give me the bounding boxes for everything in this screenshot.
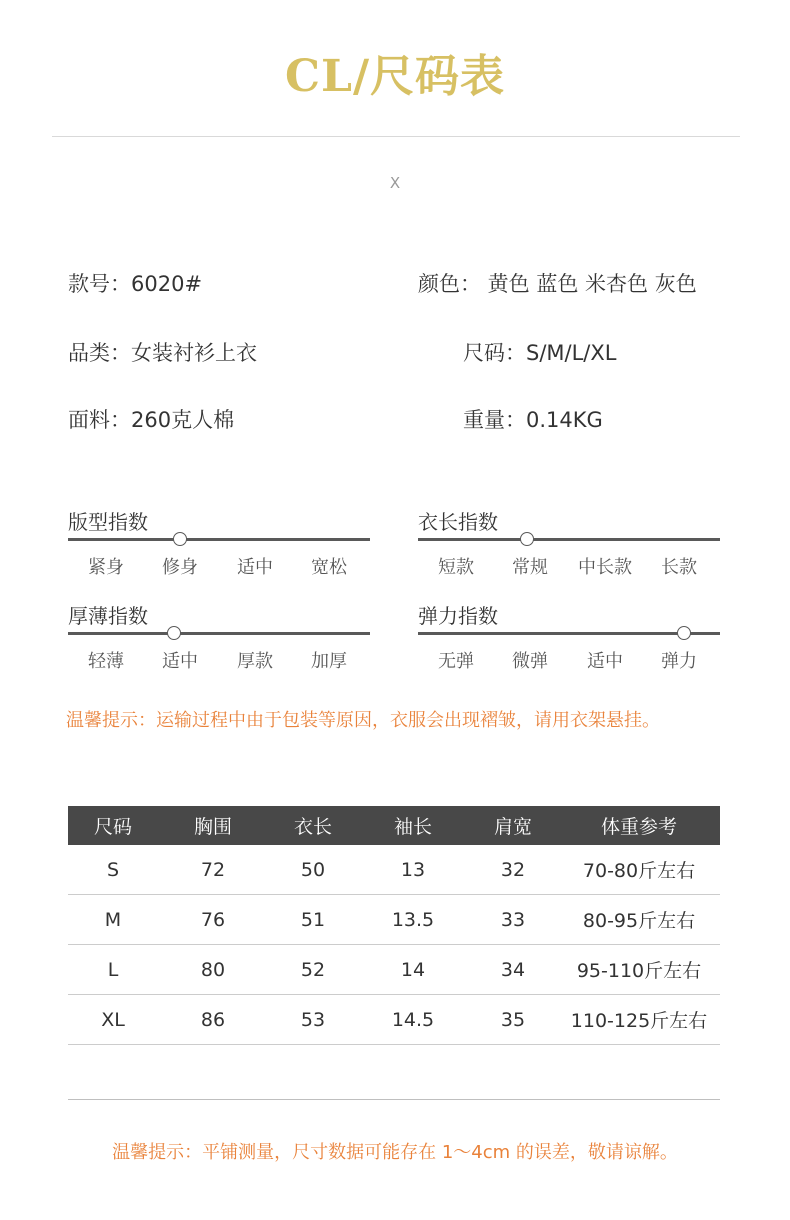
table-cell: S bbox=[68, 845, 158, 895]
table-header-row bbox=[68, 806, 720, 845]
table-header-cell: 体重参考 bbox=[558, 806, 720, 845]
index-level-label: 无弹 bbox=[438, 651, 474, 672]
color-options: 颜色： 黄色 蓝色 米杏色 灰色 bbox=[418, 272, 697, 296]
table-cell: 14 bbox=[358, 945, 468, 995]
category: 品类：女装衬衫上衣 bbox=[68, 341, 257, 365]
table-cell: 35 bbox=[468, 995, 558, 1045]
index-title: 衣长指数 bbox=[418, 510, 498, 534]
table-cell: 76 bbox=[158, 895, 268, 945]
index-slider-knob bbox=[167, 626, 181, 640]
index-slider-knob bbox=[173, 532, 187, 546]
table-row bbox=[68, 845, 720, 895]
table-cell: 80 bbox=[158, 945, 268, 995]
table-cell: M bbox=[68, 895, 158, 945]
index-level-label: 加厚 bbox=[311, 651, 347, 672]
table-row bbox=[68, 945, 720, 995]
table-header-cell: 肩宽 bbox=[468, 806, 558, 845]
table-cell: XL bbox=[68, 995, 158, 1045]
table-row bbox=[68, 895, 720, 945]
table-cell: 110-125斤左右 bbox=[558, 995, 720, 1045]
table-header-cell: 尺码 bbox=[68, 806, 158, 845]
table-cell: 13.5 bbox=[358, 895, 468, 945]
close-icon[interactable]: X bbox=[389, 174, 401, 192]
index-title: 厚薄指数 bbox=[68, 604, 148, 628]
index-level-label: 常规 bbox=[512, 557, 548, 578]
index-level-label: 修身 bbox=[162, 557, 198, 578]
shipping-tip: 温馨提示：运输过程中由于包装等原因，衣服会出现褶皱，请用衣架悬挂。 bbox=[66, 710, 660, 731]
table-body bbox=[68, 845, 720, 1045]
page-title: CL/尺码表 bbox=[284, 51, 506, 102]
index-level-label: 紧身 bbox=[88, 557, 124, 578]
index-level-label: 微弹 bbox=[512, 651, 548, 672]
index-slider-track bbox=[418, 632, 720, 635]
index-level-label: 适中 bbox=[587, 651, 623, 672]
table-cell: L bbox=[68, 945, 158, 995]
table-cell: 53 bbox=[268, 995, 358, 1045]
index-level-label: 适中 bbox=[162, 651, 198, 672]
table-cell: 50 bbox=[268, 845, 358, 895]
table-cell: 34 bbox=[468, 945, 558, 995]
table-cell: 33 bbox=[468, 895, 558, 945]
table-cell: 52 bbox=[268, 945, 358, 995]
measurement-tip: 温馨提示：平铺测量，尺寸数据可能存在 1～4cm 的误差，敬请谅解。 bbox=[112, 1142, 678, 1163]
index-level-label: 厚款 bbox=[237, 651, 273, 672]
table-row bbox=[68, 995, 720, 1045]
index-level-label: 轻薄 bbox=[88, 651, 124, 672]
index-level-label: 短款 bbox=[438, 557, 474, 578]
index-level-label: 弹力 bbox=[661, 651, 697, 672]
index-slider-knob bbox=[520, 532, 534, 546]
index-slider-track bbox=[68, 632, 370, 635]
index-slider-track bbox=[68, 538, 370, 541]
style-number: 款号：6020# bbox=[68, 272, 203, 296]
table-bottom-divider bbox=[68, 1099, 720, 1100]
title-divider bbox=[52, 136, 740, 137]
table-cell: 72 bbox=[158, 845, 268, 895]
table-cell: 51 bbox=[268, 895, 358, 945]
table-cell: 86 bbox=[158, 995, 268, 1045]
index-slider-knob bbox=[677, 626, 691, 640]
table-header-cell: 胸围 bbox=[158, 806, 268, 845]
index-title: 弹力指数 bbox=[418, 604, 498, 628]
index-level-label: 中长款 bbox=[578, 557, 632, 578]
table-header-cell: 袖长 bbox=[358, 806, 468, 845]
table-cell: 13 bbox=[358, 845, 468, 895]
index-title: 版型指数 bbox=[68, 510, 148, 534]
fabric: 面料：260克人棉 bbox=[68, 408, 235, 432]
table-cell: 80-95斤左右 bbox=[558, 895, 720, 945]
table-cell: 95-110斤左右 bbox=[558, 945, 720, 995]
index-level-label: 长款 bbox=[661, 557, 697, 578]
weight: 重量：0.14KG bbox=[463, 408, 603, 432]
index-level-label: 宽松 bbox=[311, 557, 347, 578]
size-table bbox=[68, 806, 720, 1045]
table-cell: 70-80斤左右 bbox=[558, 845, 720, 895]
table-header-cell: 衣长 bbox=[268, 806, 358, 845]
table-cell: 14.5 bbox=[358, 995, 468, 1045]
table-cell: 32 bbox=[468, 845, 558, 895]
size-range: 尺码：S/M/L/XL bbox=[463, 341, 617, 365]
index-slider-track bbox=[418, 538, 720, 541]
index-level-label: 适中 bbox=[237, 557, 273, 578]
